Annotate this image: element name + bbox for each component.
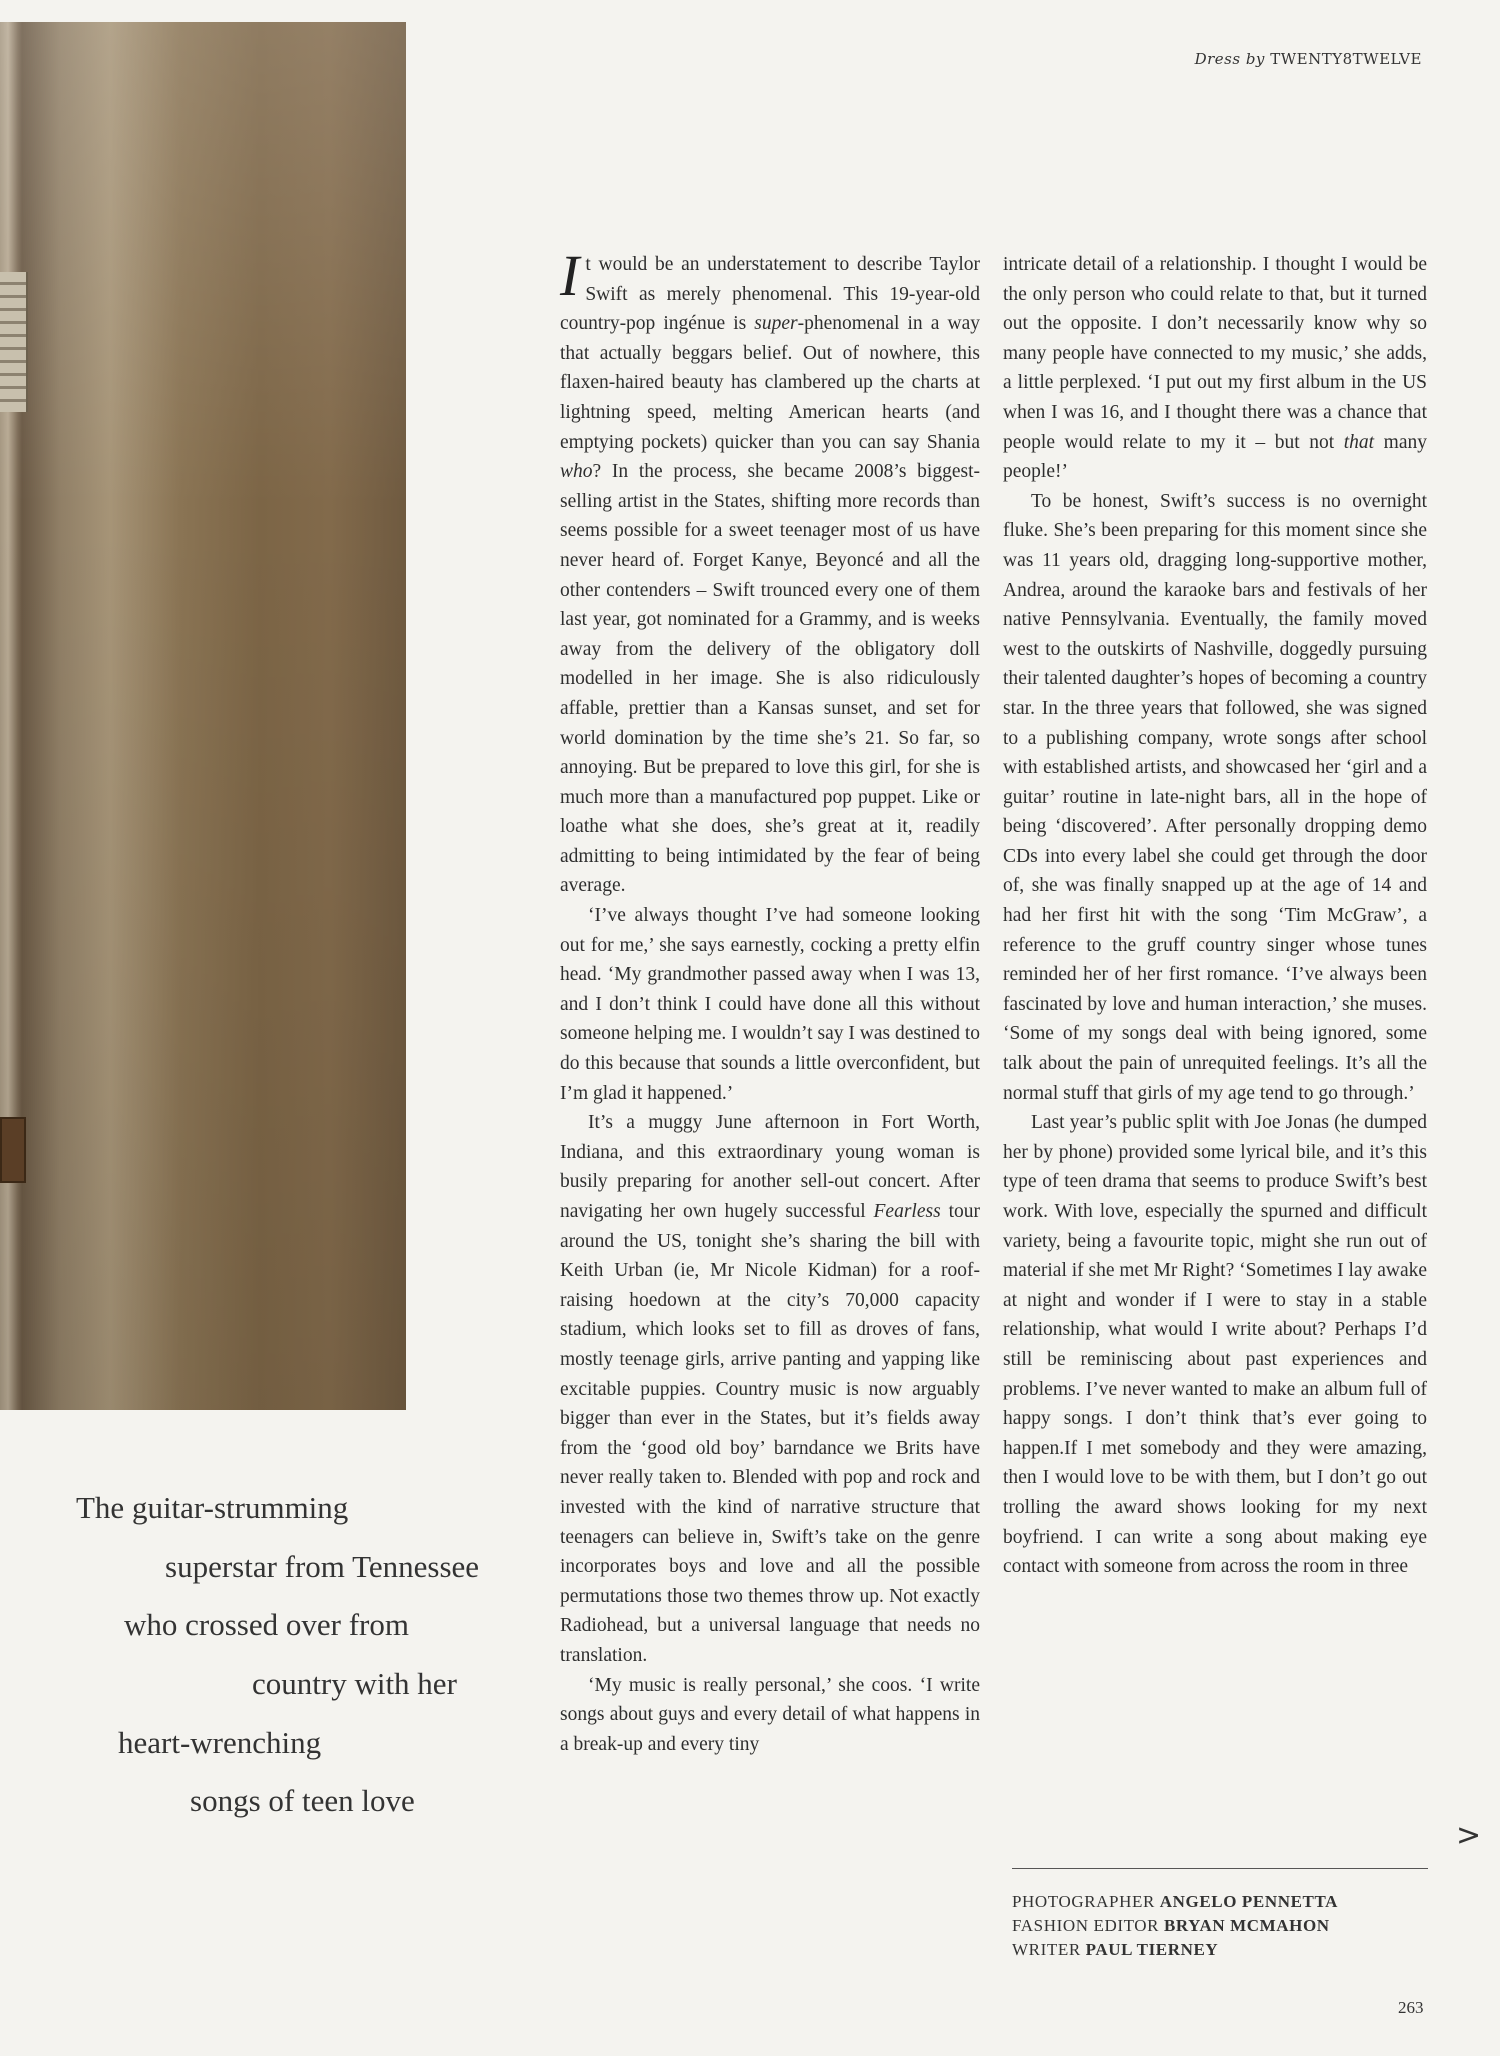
credit-role: PHOTOGRAPHER [1012,1892,1155,1911]
dress-credit-brand: TWENTY8TWELVE [1270,50,1422,68]
dress-credit [1195,50,1422,68]
credit-role: FASHION EDITOR [1012,1916,1160,1935]
article-text: It’s a muggy June afternoon in Fort Worth, Indiana, and this extraordinary young woman is busily preparing for another sell-out concert. After navigating her own hugely successful [560,1112,980,1222]
article-text: Last year’s public split with Joe Jonas (he dumped her by phone) provided some lyrical bile, and it’s this type of teen drama that seems to produce Swift’s best work. With love, especially the spurned and difficult variety, being a favourite topic, might she run out of material if she met Mr Right? ‘Sometimes I lay awake at night and wonder if I were to stay in a stable relationship, what would I write about? Perhaps I’d still be reminiscing about past experiences and problems. I’ve never wanted to make an album full of happy songs. I don’t think that’s ever going to happen.If I met somebody and they were amazing, then I would love to be with them, but I don’t go out trolling the award shows looking for my next boyfriend. I can write a song about making eye contact with someone from across the room in three [1003,1112,1428,1578]
article-text: -phenomenal in a way that actually beggars belief. Out of nowhere, this flaxen-haired beauty has clambered up the charts at lightning speed, melting American hearts (and emptying pockets) quicker than you can say Shania [560,313,980,453]
credit-name: ANGELO PENNETTA [1159,1892,1339,1911]
article-paragraph [1003,1108,1427,1582]
photo-sheen [0,22,406,1410]
credit-row [1012,1938,1338,1962]
article-text: ‘My music is really personal,’ she coos. ‘I write songs about guys and every detail of what happens in a break-up and every tiny [560,1674,980,1755]
article-text: To be honest, Swift’s success is no overnight fluke. She’s been preparing for this moment since she was 11 years old, dragging long-supportive mother, Andrea, around the karaoke bars and festivals of her native Pennsylvania. Eventually, the family moved west to the outskirts of Nashville, doggedly pursuing their talented daughter’s hopes of becoming a country star. In the three years that followed, she was signed to a publishing company, wrote songs after school with established artists, and showcased her ‘girl and a guitar’ routine in late-night bars, all in the hope of being ‘discovered’. After personally dropping demo CDs into every label she could get through the door of, she was finally snapped up at the age of 14 and had her first hit with the song ‘Tim McGraw’, a reference to the gruff country singer whose tunes reminded her of her first romance. ‘I’ve always been fascinated by love and human interaction,’ she muses. ‘Some of my songs deal with being ignored, some talk about the pain of unrequited feelings. It’s all the normal stuff that girls of my age tend to go through.’ [1003,490,1427,1104]
article-paragraph [1003,487,1427,1108]
article-text: intricate detail of a relationship. I thought I would be the only person who could relate to that, but it turned out the opposite. I don’t necessarily know why so many people have connected to my music,’ she adds, a little perplexed. ‘I put out my first album in the US when I was 16, and I thought there was a chance that people would relate to my it – but not [1003,254,1427,453]
credits-divider [1012,1868,1428,1869]
pullquote-line: The guitar-strumming [76,1490,349,1525]
dropcap: I [560,243,580,308]
article-text: ? In the process, she became 2008’s biggest-selling artist in the States, shifting more records than seems possible for a sweet teenager most of us have never heard of. Forget Kanye, Beyoncé and all the other contenders – Swift trounced every one of them last year, got nominated for a Grammy, and is weeks away from the delivery of the obligatory doll modelled in her image. She is also ridiculously affable, prettier than a Kansas sunset, and set for world domination by the time she’s 21. So far, so annoying. But be prepared to love this girl, for she is much more than a manufactured pop puppet. Like or loathe what she does, she’s great at it, readily admitting to being intimidated by the fear of being average. [560,461,980,897]
article-column-left [560,243,980,1759]
article-paragraph [1003,250,1427,487]
article-text: many people!’ [1003,431,1427,483]
photo-credits [1012,1890,1338,1962]
fashion-photo [0,22,406,1410]
article-paragraph [560,243,980,901]
pullquote-line: who crossed over from [124,1607,409,1642]
pullquote-line: country with her [252,1666,457,1701]
credit-name: PAUL TIERNEY [1085,1940,1219,1959]
article-paragraph [560,1108,980,1670]
page-number: 263 [1398,1998,1424,2017]
pullquote-line: heart-wrenching [118,1725,322,1760]
door-handle [0,1117,26,1183]
dress-credit-prefix: Dress by [1194,50,1265,68]
pullquote-line: superstar from Tennessee [165,1549,480,1584]
credit-row [1012,1890,1338,1914]
door-hinge [0,272,28,412]
article-paragraph [560,901,980,1108]
credit-role: WRITER [1012,1940,1081,1959]
article-emphasis: super [754,313,798,335]
pullquote-line: songs of teen love [190,1783,415,1818]
article-column-right [1003,250,1427,1582]
article-text: ‘I’ve always thought I’ve had someone looking out for me,’ she says earnestly, cocking a pretty elfin head. ‘My grandmother passed away when I was 13, and I don’t think I could have done all this without someone helping me. I wouldn’t say I was destined to do this because that sounds a little overconfident, but I’m glad it happened.’ [560,905,980,1104]
article-text: t would be an understatement to describe Taylor Swift as merely phenomenal. This 19-year-old country-pop ingénue is [560,254,980,335]
credit-name: BRYAN MCMAHON [1163,1916,1330,1935]
continue-arrow-icon: > [1456,1818,1482,1853]
credit-row [1012,1914,1338,1938]
article-emphasis: who [560,461,593,483]
article-paragraph [560,1671,980,1760]
article-text: tour around the US, tonight she’s sharing the bill with Keith Urban (ie, Mr Nicole Kidman) for a roof-raising hoedown at the city’s 70,000 capacity stadium, which looks set to fill as droves of fans, mostly teenage girls, arrive panting and yapping like excitable puppies. Country music is now arguably bigger than ever in the States, but it’s fields away from the ‘good old boy’ barndance we Brits have never really taken to. Blended with pop and rock and invested with the kind of narrative structure that teenagers can believe in, Swift’s take on the genre incorporates boys and love and all the possible permutations those two themes throw up. Not exactly Radiohead, but a universal language that needs no translation. [560,1201,980,1666]
article-emphasis: Fearless [873,1201,941,1222]
article-emphasis: that [1343,431,1375,453]
